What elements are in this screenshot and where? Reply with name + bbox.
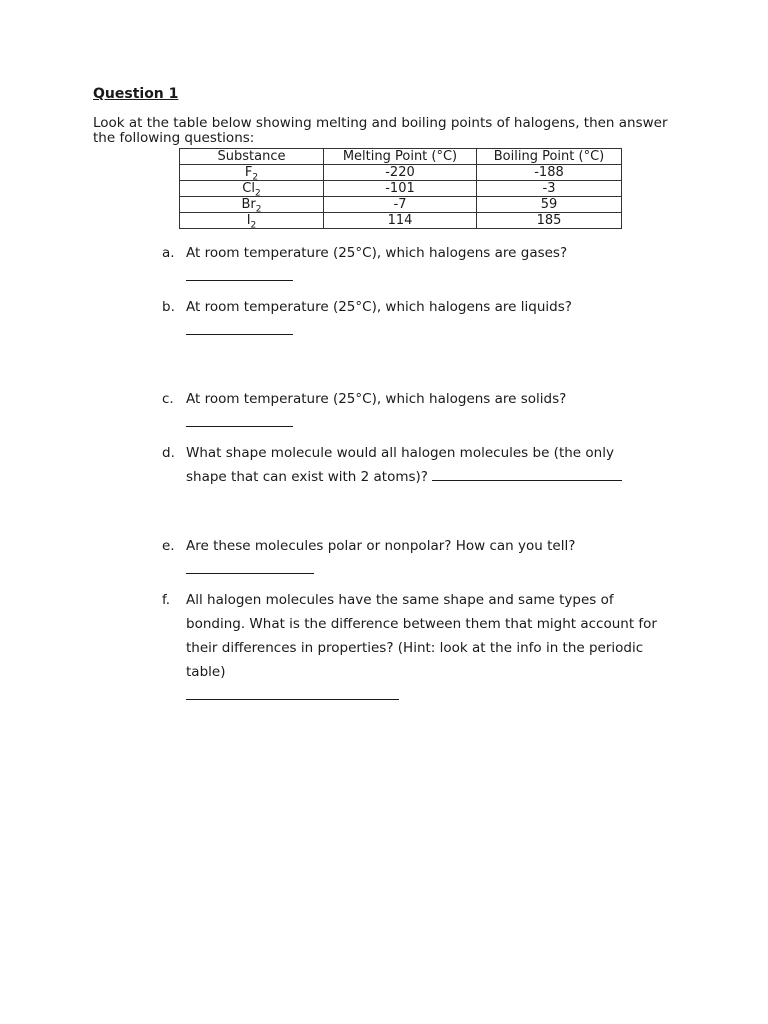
element-symbol: Cl (242, 181, 255, 196)
question-text: At room temperature (25°C), which halogens are solids? (186, 391, 567, 407)
boiling-point-cell: -188 (477, 165, 622, 181)
question-letter: b. (162, 299, 175, 315)
substance-cell (180, 165, 324, 181)
boiling-point-cell: 185 (477, 213, 622, 229)
element-symbol: I (246, 213, 251, 228)
answer-blank[interactable] (186, 320, 293, 335)
question-letter: d. (162, 445, 175, 461)
question-letter: a. (162, 245, 175, 261)
question-letter: f. (162, 592, 171, 608)
question-text: Are these molecules polar or nonpolar? How can you tell? (186, 538, 576, 554)
boiling-point-cell: -3 (477, 181, 622, 197)
question-text: At room temperature (25°C), which halogens are gases? (186, 245, 568, 261)
element-subscript: 2 (250, 220, 257, 231)
melting-point-cell: 114 (324, 213, 477, 229)
element-symbol: Br (241, 197, 256, 212)
answer-blank[interactable] (186, 685, 399, 700)
question-text: What shape molecule would all halogen molecules be (the only shape that can exist with 2 atoms)? (186, 445, 614, 485)
question-title: Question 1 (93, 86, 179, 102)
question-letter: e. (162, 538, 175, 554)
answer-blank[interactable] (186, 266, 293, 281)
question-text: At room temperature (25°C), which halogens are liquids? (186, 299, 572, 315)
halogen-table (179, 148, 622, 229)
column-header-melting-point: Melting Point (°C) (324, 149, 477, 165)
intro-text: Look at the table below showing melting and boiling points of halogens, then answer the following questions: (93, 115, 668, 146)
boiling-point-cell: 59 (477, 197, 622, 213)
table-row (180, 213, 622, 229)
answer-blank[interactable] (432, 466, 622, 481)
element-subscript: 2 (254, 188, 261, 199)
substance-cell (180, 213, 324, 229)
element-symbol: F (244, 165, 253, 180)
table-row (180, 181, 622, 197)
table-header-row (180, 149, 622, 165)
melting-point-cell: -101 (324, 181, 477, 197)
substance-cell (180, 197, 324, 213)
table-row (180, 197, 622, 213)
question-letter: c. (162, 391, 174, 407)
element-subscript: 2 (252, 172, 259, 183)
melting-point-cell: -7 (324, 197, 477, 213)
table-row (180, 165, 622, 181)
answer-blank[interactable] (186, 412, 293, 427)
element-subscript: 2 (255, 204, 262, 215)
question-text: All halogen molecules have the same shape and same types of bonding. What is the difference between them that might account for their differences in properties? (Hint: look at the info in the periodic table) (186, 592, 657, 680)
answer-blank[interactable] (186, 559, 314, 574)
column-header-boiling-point: Boiling Point (°C) (477, 149, 622, 165)
column-header-substance: Substance (180, 149, 324, 165)
substance-cell (180, 181, 324, 197)
melting-point-cell: -220 (324, 165, 477, 181)
